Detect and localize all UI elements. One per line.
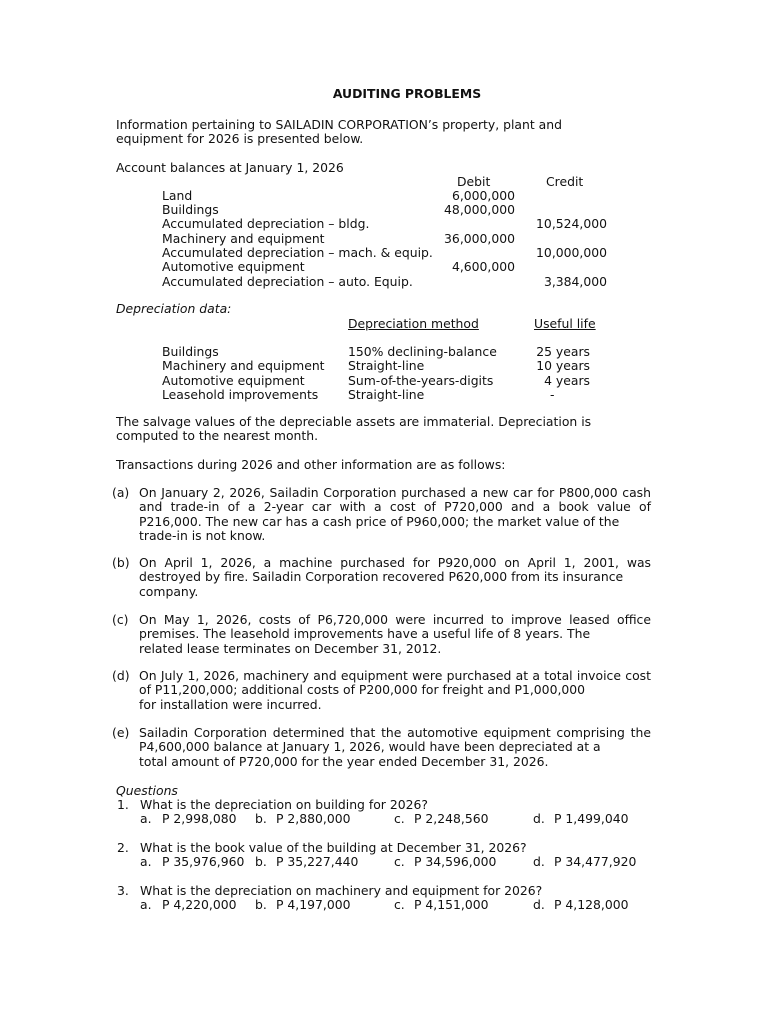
choice-value: P 35,227,440 [276, 854, 359, 869]
depreciation-heading: Depreciation data: [116, 301, 232, 316]
item-line: the P4,600,000 balance at January 1, 2026, would have been depreciated at a [139, 725, 651, 755]
transactions-heading: Transactions during 2026 and other information are as follows: [116, 457, 506, 472]
intro-paragraph [116, 118, 651, 147]
item-label: (c) [112, 612, 129, 627]
choice-label: d. [533, 854, 545, 869]
choice-value: P 2,248,560 [414, 811, 489, 826]
debit-value: 48,000,000 [444, 202, 515, 217]
debit-value: 36,000,000 [444, 231, 515, 246]
question-number: 3. [117, 883, 129, 898]
choice-label: d. [533, 811, 545, 826]
question-number: 2. [117, 840, 129, 855]
account-name: Machinery and equipment [162, 231, 325, 246]
item-line: trade-in is not know. [139, 528, 266, 544]
questions-heading: Questions [116, 783, 178, 798]
choice-value: P 4,151,000 [414, 897, 489, 912]
method-value: 150% declining-balance [348, 344, 497, 359]
method-value: Straight-line [348, 358, 425, 373]
credit-value: 3,384,000 [543, 274, 607, 289]
item-line: destroyed by fire. Sailadin Corporation recovered P620,000 from its insurance [139, 569, 624, 585]
debit-value: 6,000,000 [451, 188, 515, 203]
choice-value: P 4,197,000 [276, 897, 351, 912]
salvage-line: computed to the nearest month. [116, 428, 319, 444]
item-line: P216,000. The new car has a cash price of P960,000; the market value of the [139, 513, 620, 529]
salvage-line: The salvage values of the depreciable assets are immaterial. Depreciation is [116, 414, 592, 429]
salvage-paragraph [116, 415, 651, 444]
item-line: cash and trade-in of a 2-year car with a cost of P720,000 and a book value of [139, 485, 651, 515]
choice-value: P 1,499,040 [554, 811, 629, 826]
item-label: (d) [112, 668, 130, 683]
asset-name: Buildings [162, 344, 219, 359]
choice-label: c. [394, 854, 405, 869]
choice-value: P 2,998,080 [162, 811, 237, 826]
intro-line: equipment for 2026 is presented below. [116, 131, 364, 147]
choice-label: c. [394, 811, 405, 826]
account-name: Accumulated depreciation – mach. & equip. [162, 245, 433, 260]
choice-label: b. [255, 811, 267, 826]
item-label: (a) [112, 485, 130, 500]
choice-label: c. [394, 897, 405, 912]
account-name: Accumulated depreciation – bldg. [162, 216, 370, 231]
item-line: On May 1, 2026, costs of P6,720,000 were incurred to improve leased office [139, 612, 651, 627]
debit-value: 4,600,000 [451, 259, 515, 274]
asset-name: Machinery and equipment [162, 358, 325, 373]
account-name: Accumulated depreciation – auto. Equip. [162, 274, 413, 289]
choice-value: P 2,880,000 [276, 811, 351, 826]
question-number: 1. [117, 797, 129, 812]
account-name: Automotive equipment [162, 259, 305, 274]
balances-heading: Account balances at January 1, 2026 [116, 160, 344, 175]
item-line: Sailadin Corporation determined that the automotive equipment comprising [139, 725, 625, 740]
method-value: Straight-line [348, 387, 425, 402]
question-text: What is the depreciation on machinery and equipment for 2026? [140, 883, 543, 898]
credit-value: 10,524,000 [536, 216, 607, 231]
choice-value: P 34,596,000 [414, 854, 497, 869]
debit-header: Debit [457, 174, 491, 189]
method-value: Sum-of-the-years-digits [348, 373, 494, 388]
life-value: 4 years [544, 373, 590, 388]
life-value: 25 years [536, 344, 590, 359]
account-name: Buildings [162, 202, 219, 217]
life-header: Useful life [534, 316, 596, 331]
item-line: related lease terminates on December 31, 2012. [139, 640, 442, 656]
item-line: cost of P11,200,000; additional costs of P200,000 for freight and P1,000,000 [139, 668, 651, 698]
question-text: What is the depreciation on building for 2026? [140, 797, 428, 812]
item-line: for installation were incurred. [139, 696, 322, 712]
life-value: - [550, 387, 555, 402]
item-label: (b) [112, 555, 130, 570]
account-name: Land [162, 188, 193, 203]
choice-label: b. [255, 854, 267, 869]
choice-value: P 34,477,920 [554, 854, 637, 869]
choice-label: a. [140, 854, 152, 869]
asset-name: Leasehold improvements [162, 387, 319, 402]
page-title: AUDITING PROBLEMS [332, 86, 482, 101]
method-header: Depreciation method [348, 316, 479, 331]
item-line: On July 1, 2026, machinery and equipment were purchased at a total invoice [139, 668, 621, 683]
item-line: total amount of P720,000 for the year ended December 31, 2026. [139, 753, 549, 769]
item-line: premises. The leasehold improvements have a useful life of 8 years. The [139, 626, 591, 642]
credit-value: 10,000,000 [536, 245, 607, 260]
asset-name: Automotive equipment [162, 373, 305, 388]
item-label: (e) [112, 725, 130, 740]
item-line: On January 2, 2026, Sailadin Corporation purchased a new car for P800,000 [139, 485, 618, 500]
item-line: company. [139, 583, 199, 599]
question-text: What is the book value of the building at December 31, 2026? [140, 840, 527, 855]
credit-header: Credit [546, 174, 584, 189]
choice-value: P 4,220,000 [162, 897, 237, 912]
choice-label: d. [533, 897, 545, 912]
item-line: On April 1, 2026, a machine purchased for P920,000 on April 1, 2001, was [139, 555, 651, 570]
choice-label: a. [140, 811, 152, 826]
choice-value: P 4,128,000 [554, 897, 629, 912]
choice-label: a. [140, 897, 152, 912]
choice-label: b. [255, 897, 267, 912]
choice-value: P 35,976,960 [162, 854, 245, 869]
intro-line: Information pertaining to SAILADIN CORPORATION’s property, plant and [116, 117, 562, 132]
life-value: 10 years [536, 358, 590, 373]
